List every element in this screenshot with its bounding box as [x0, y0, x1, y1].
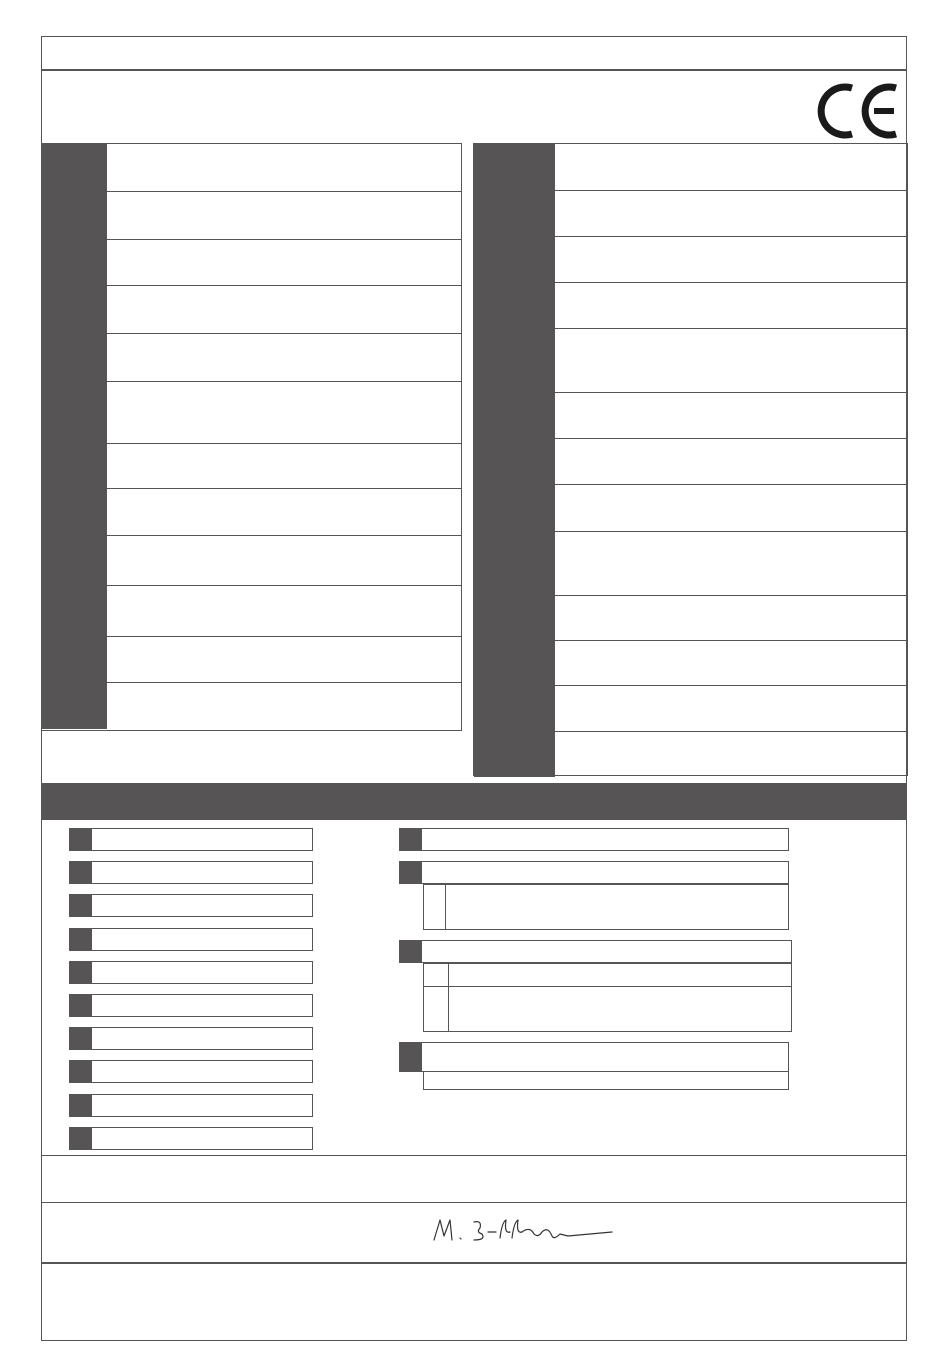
- sub-tab: [424, 964, 449, 986]
- sub-tab: [424, 987, 449, 1031]
- left-column-row-value: [107, 144, 461, 191]
- notes-box: [41, 1155, 907, 1203]
- left-column-row-value: [107, 489, 461, 535]
- right-column-row-value: [555, 732, 907, 777]
- right-column-row: [474, 732, 907, 777]
- lower-left-item: [69, 928, 313, 951]
- lower-left-item: [69, 961, 313, 984]
- left-column-row: [42, 334, 461, 382]
- item-text: [96, 962, 308, 983]
- left-column-row-key: [42, 286, 107, 333]
- right-column-row-key: [474, 191, 555, 236]
- header-divider: [41, 69, 907, 71]
- right-column-row-key: [474, 596, 555, 640]
- left-column-row: [42, 586, 461, 637]
- left-column-row-key: [42, 683, 107, 729]
- left-column-row-key: [42, 444, 107, 488]
- item-text: [426, 829, 784, 850]
- right-column-row-value: [555, 532, 907, 595]
- left-column-row: [42, 382, 461, 444]
- right-column-row-key: [474, 532, 555, 595]
- right-column-row-value: [555, 485, 907, 531]
- lower-right-item-4-sub: [423, 1071, 789, 1090]
- item-marker: [399, 940, 422, 963]
- right-column-row-value: [555, 144, 907, 190]
- right-spec-table: [473, 143, 908, 776]
- right-column-row-key: [474, 686, 555, 731]
- item-marker: [69, 861, 92, 884]
- lower-left-item: [69, 994, 313, 1017]
- lower-right-item-2: [399, 861, 789, 884]
- left-column-row-value: [107, 192, 461, 239]
- right-column-row-key: [474, 485, 555, 531]
- right-column-row: [474, 485, 907, 532]
- right-column-row-key: [474, 237, 555, 282]
- left-column-row-key: [42, 240, 107, 285]
- lower-left-item: [69, 1060, 313, 1083]
- right-column-row-key: [474, 329, 555, 392]
- left-column-row-value: [107, 637, 461, 682]
- right-column-row-value: [555, 641, 907, 685]
- left-column-row: [42, 536, 461, 586]
- lower-right-item-2-sub: [423, 884, 789, 930]
- item-marker: [69, 1060, 92, 1083]
- right-column-row-value: [555, 686, 907, 731]
- left-column-row: [42, 637, 461, 683]
- lower-right-item-3-sub-1: [423, 963, 792, 987]
- left-column-row-key: [42, 382, 107, 443]
- left-column-row-value: [107, 683, 461, 729]
- lower-left-item: [69, 894, 313, 917]
- left-column-row-key: [42, 192, 107, 239]
- left-column-row: [42, 240, 461, 286]
- right-column-row: [474, 144, 907, 191]
- left-column-row-value: [107, 240, 461, 285]
- right-column-row-key: [474, 144, 555, 190]
- left-column-row-value: [107, 444, 461, 488]
- left-column-row-key: [42, 586, 107, 636]
- left-column-row-value: [107, 382, 461, 443]
- right-column-row: [474, 439, 907, 485]
- right-column-row-key: [474, 439, 555, 484]
- right-column-row: [474, 191, 907, 237]
- item-text: [96, 829, 308, 850]
- right-column-row-key: [474, 641, 555, 685]
- right-column-row: [474, 641, 907, 686]
- item-text: [426, 941, 787, 962]
- left-column-row: [42, 192, 461, 240]
- item-marker: [69, 928, 92, 951]
- lower-right-item-3-sub-2: [423, 986, 792, 1032]
- item-marker: [399, 861, 422, 884]
- right-column-row: [474, 393, 907, 439]
- item-text: [96, 995, 308, 1016]
- lower-left-item: [69, 861, 313, 884]
- item-marker: [69, 894, 92, 917]
- left-column-row: [42, 683, 461, 729]
- lower-right-item-4: [399, 1042, 789, 1072]
- ce-mark-icon: [816, 82, 900, 140]
- lower-left-item: [69, 1027, 313, 1050]
- left-column-row: [42, 489, 461, 536]
- right-column-row: [474, 532, 907, 596]
- right-column-row: [474, 686, 907, 732]
- left-spec-table: [41, 143, 462, 731]
- lower-left-item: [69, 1094, 313, 1117]
- left-column-row-value: [107, 586, 461, 636]
- left-column-row-value: [107, 334, 461, 381]
- signature-image: [430, 1212, 620, 1252]
- right-column-row-value: [555, 596, 907, 640]
- right-column-row-key: [474, 393, 555, 438]
- item-marker: [69, 961, 92, 984]
- right-column-row-value: [555, 329, 907, 392]
- right-column-row-key: [474, 283, 555, 328]
- left-column-row-value: [107, 286, 461, 333]
- right-column-row-value: [555, 191, 907, 236]
- item-text: [96, 1095, 308, 1116]
- item-text: [96, 1061, 308, 1082]
- item-text: [96, 1128, 308, 1149]
- left-column-row-key: [42, 637, 107, 682]
- item-marker: [69, 1027, 92, 1050]
- left-column-row-key: [42, 334, 107, 381]
- left-column-row: [42, 286, 461, 334]
- item-marker: [69, 1094, 92, 1117]
- sub-tab: [424, 885, 446, 929]
- item-text: [426, 1043, 784, 1071]
- right-column-row-value: [555, 439, 907, 484]
- right-column-row-key: [474, 732, 555, 777]
- item-text: [426, 862, 784, 883]
- right-column-row-value: [555, 393, 907, 438]
- right-column-row: [474, 237, 907, 283]
- right-column-row-value: [555, 237, 907, 282]
- item-marker: [69, 828, 92, 851]
- left-column-row-key: [42, 536, 107, 585]
- right-column-row: [474, 596, 907, 641]
- item-text: [96, 1028, 308, 1049]
- right-column-row: [474, 329, 907, 393]
- item-text: [96, 929, 308, 950]
- lower-left-item: [69, 1127, 313, 1150]
- item-marker: [399, 828, 422, 851]
- left-column-row: [42, 444, 461, 489]
- lower-left-item: [69, 828, 313, 851]
- item-marker: [69, 994, 92, 1017]
- lower-right-item-3: [399, 940, 792, 963]
- left-column-row-key: [42, 489, 107, 535]
- right-column-row: [474, 283, 907, 329]
- item-text: [96, 895, 308, 916]
- left-column-row-key: [42, 144, 107, 191]
- left-column-row: [42, 144, 461, 192]
- section-band: [41, 783, 907, 820]
- item-marker: [69, 1127, 92, 1150]
- lower-right-item-1: [399, 828, 789, 851]
- item-marker: [399, 1042, 422, 1072]
- item-text: [96, 862, 308, 883]
- left-column-row-value: [107, 536, 461, 585]
- right-column-row-value: [555, 283, 907, 328]
